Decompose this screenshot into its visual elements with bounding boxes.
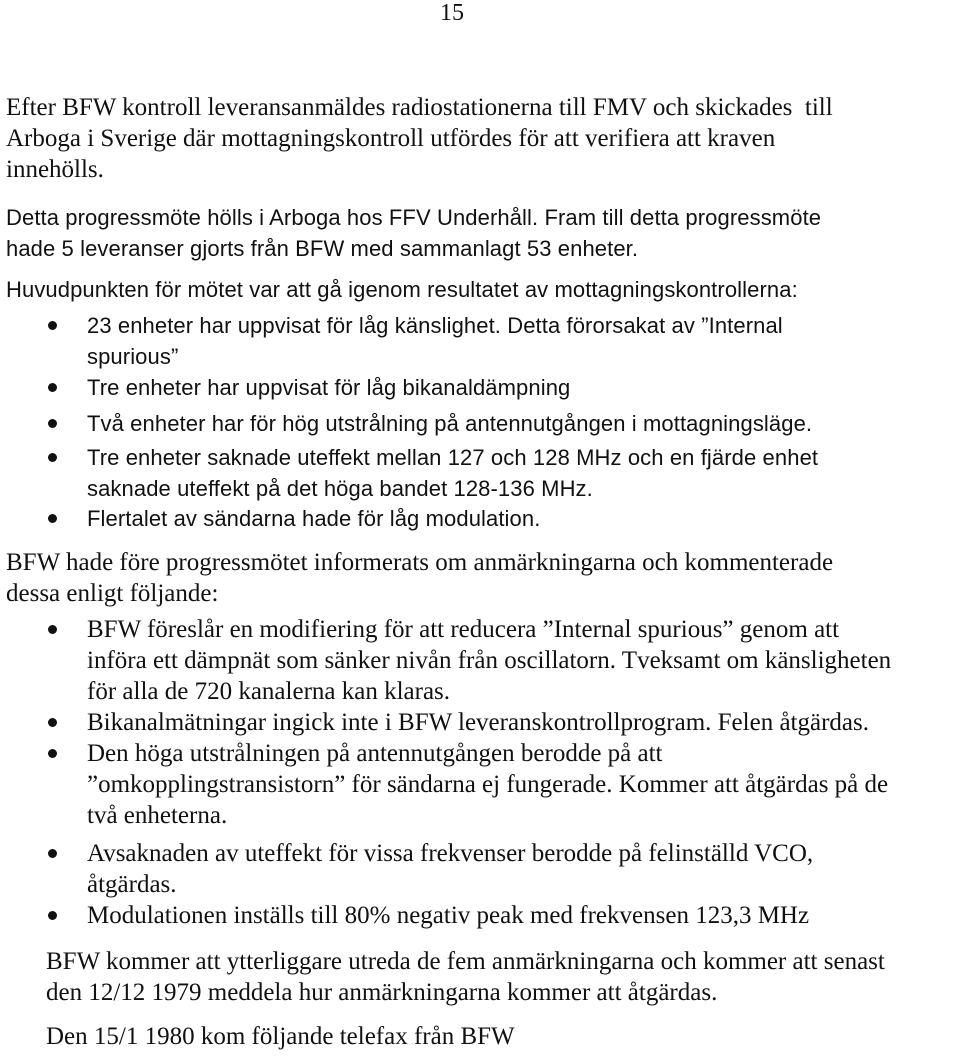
list-item-text: Flertalet av sändarna hade för låg modulation. [87,506,541,531]
list-item-text: Bikanalmätningar ingick inte i BFW leveranskontrollprogram. Felen åtgärdas. [87,709,869,736]
bullet-icon [48,514,57,523]
list-item-text: Avsaknaden av uteffekt för vissa frekvenser berodde på felinställd VCO, åtgärdas. [87,840,814,898]
bullet-icon [48,849,57,858]
paragraph-intro: Efter BFW kontroll leveransanmäldes radiostationerna till FMV och skickades till Arboga i Sverige där mottagningskontroll utfördes för att verifiera att kraven innehölls. [6,94,833,183]
list-item [0,503,818,534]
bullet-icon [48,911,57,920]
paragraph-meeting: Detta progressmöte hölls i Arboga hos FFV Underhåll. Fram till detta progressmöte hade 5 leveranser gjorts från BFW med sammanlagt 53 enheter. [6,205,822,261]
list-item-text: Den höga utstrålningen på antennutgången berodde på att ”omkopplingstransistorn” för sändarna ej fungerade. Kommer att åtgärdas på de två enheterna. [87,740,889,829]
bullet-icon [48,419,57,428]
list-item-text: Två enheter har för hög utstrålning på antennutgången i mottagningsläge. [87,411,813,436]
list-item [0,707,891,738]
list-item [0,408,818,442]
bullet-icon [48,383,57,392]
list-item [0,310,818,372]
list-item-text: 23 enheter har uppvisat för låg känslighet. Detta förorsakat av ”Internal spurious” [87,313,783,369]
bullet-icon [48,453,57,462]
list-item-text: Tre enheter saknade uteffekt mellan 127 och 128 MHz och en fjärde enhet saknade uteffekt på det höga bandet 128-136 MHz. [87,445,819,501]
bullet-icon [48,718,57,727]
list-item-text: Modulationen inställs till 80% negativ peak med frekvensen 123,3 MHz [87,902,810,929]
findings-list [0,310,818,534]
paragraph-telefax: Den 15/1 1980 kom följande telefax från BFW [46,1023,515,1050]
paragraph-followup: BFW kommer att ytterliggare utreda de fem anmärkningarna och kommer att senast den 12/12 1979 meddela hur anmärkningarna kommer att åtgärdas. [46,948,885,1006]
list-item [0,738,891,838]
list-item [0,838,891,900]
paragraph-bfw-comments: BFW hade före progressmötet informerats om anmärkningarna och kommenterade dessa enligt följande: [6,549,834,607]
list-item-text: BFW föreslår en modifiering för att reducera ”Internal spurious” genom att införa ett dämpnät som sänker nivån från oscillatorn. Tveksamt om känsligheten för alla de 720 kanalerna kan klaras. [87,616,892,705]
responses-list [0,614,891,931]
page-number: 15 [440,0,464,26]
list-item [0,614,891,707]
bullet-icon [48,625,57,634]
bullet-icon [48,321,57,330]
paragraph-main-points: Huvudpunkten för mötet var att gå igenom resultatet av mottagningskontrollerna: [6,277,798,302]
list-item [0,372,818,408]
list-item-text: Tre enheter har uppvisat för låg bikanaldämpning [87,375,571,400]
list-item [0,900,891,931]
bullet-icon [48,749,57,758]
list-item [0,442,818,503]
